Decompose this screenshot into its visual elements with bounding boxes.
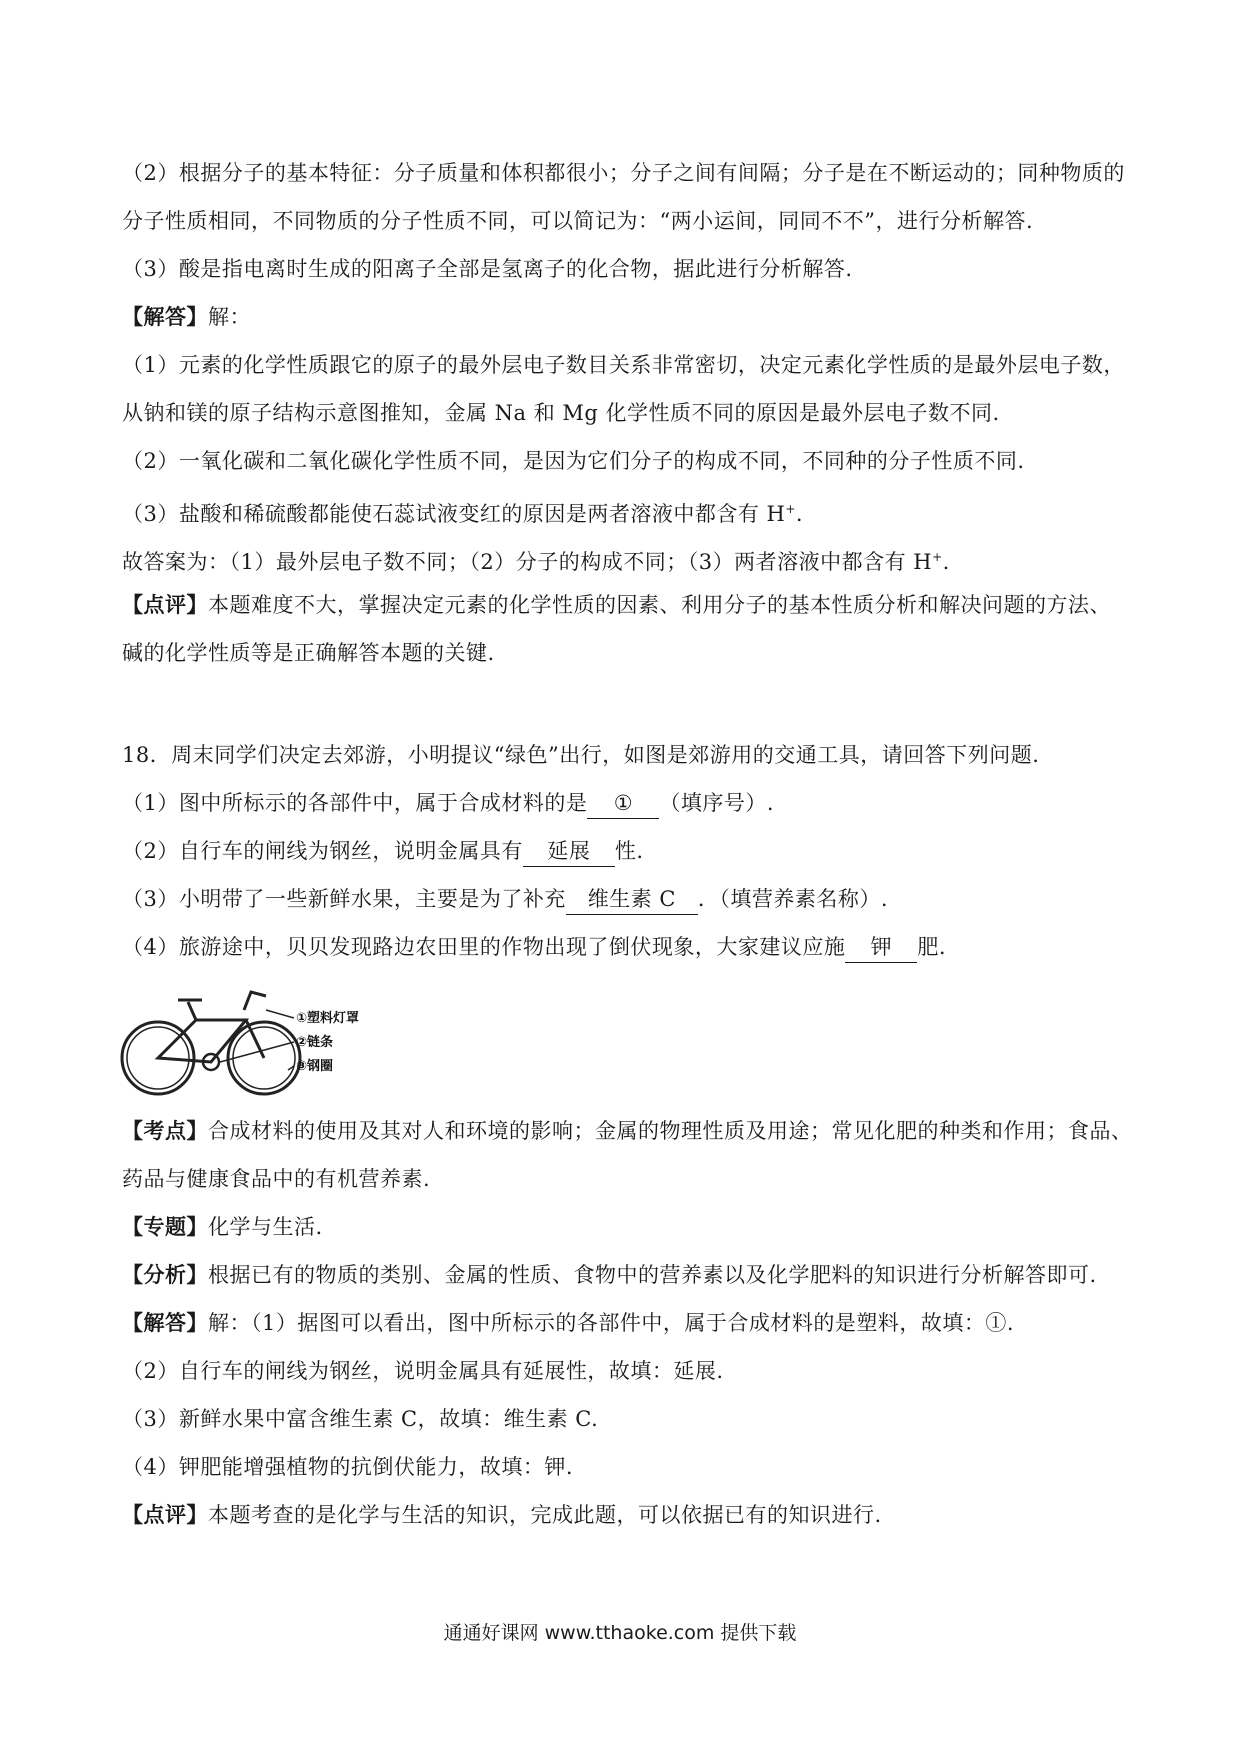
part-2-suffix: 性.: [614, 839, 644, 863]
jieda-line-4: （4）钾肥能增强植物的抗倒伏能力，故填：钾.: [122, 1455, 574, 1479]
zhuanti-text: 化学与生活.: [208, 1215, 323, 1239]
dianping-line: [122, 1500, 1132, 1530]
kaodian-line: [122, 1116, 1132, 1146]
part-4-suffix: 肥.: [917, 935, 947, 959]
comment-line: [122, 590, 1132, 620]
fenxi-tag: 【分析】: [122, 1262, 208, 1287]
final-answer-end: .: [942, 550, 950, 574]
part-3-suffix: ．（填营养素名称）.: [697, 887, 889, 911]
part-1-prefix: （1）图中所标示的各部件中，属于合成材料的是: [122, 791, 588, 815]
part-2-prefix: （2）自行车的闸线为钢丝，说明金属具有: [122, 839, 523, 863]
answer-line-3-end: .: [795, 502, 804, 526]
figure-label-1: ①塑料灯罩: [296, 1011, 360, 1026]
analysis-line-3: （3）酸是指电离时生成的阳离子全部是氢离子的化合物，据此进行分析解答.: [122, 257, 853, 281]
kaodian-line-b: 药品与健康食品中的有机营养素.: [122, 1167, 431, 1191]
answer-heading: [122, 302, 1132, 332]
answer-tag: 【解答】: [122, 304, 208, 329]
question-18-part-2: [122, 836, 1132, 867]
analysis-line-2b: 分子性质相同，不同物质的分子性质不同，可以简记为：“两小运间，同同不不”，进行分析解答.: [122, 209, 1034, 233]
dianping-tag: 【点评】: [122, 1502, 208, 1527]
question-18-stem: 18．周末同学们决定去郊游，小明提议“绿色”出行，如图是郊游用的交通工具，请回答下列问题.: [122, 743, 1040, 767]
answer-line-3: [122, 494, 1132, 529]
answer-line-2: （2）一氧化碳和二氧化碳化学性质不同，是因为它们分子的构成不同，不同种的分子性质不同.: [122, 449, 1025, 473]
jieda-line-1: [122, 1308, 1132, 1338]
jieda-line-3: （3）新鲜水果中富含维生素 C，故填：维生素 C.: [122, 1407, 599, 1431]
page-footer: 通通好课网 www.tthaoke.com 提供下载: [443, 1622, 797, 1644]
comment-tag: 【点评】: [122, 592, 208, 617]
analysis-line-2: （2）根据分子的基本特征：分子质量和体积都很小；分子之间有间隔；分子是在不断运动的；同种物质的: [122, 161, 1125, 185]
kaodian-text: 合成材料的使用及其对人和环境的影响；金属的物理性质及用途；常见化肥的种类和作用；食品、: [208, 1119, 1133, 1143]
zhuanti-tag: 【专题】: [122, 1214, 208, 1239]
part-1-answer: ①: [587, 788, 659, 819]
jieda-text-1: 解：（1）据图可以看出，图中所标示的各部件中，属于合成材料的是塑料，故填：①.: [208, 1311, 1015, 1335]
answer-line-1: （1）元素的化学性质跟它的原子的最外层电子数目关系非常密切，决定元素化学性质的是最外层电子数，: [122, 353, 1125, 377]
answer-heading-text: 解：: [208, 305, 251, 329]
answer-line-3-sup: +: [785, 502, 796, 516]
final-answer-sup: +: [932, 550, 943, 564]
comment-text: 本题难度不大，掌握决定元素的化学性质的因素、利用分子的基本性质分析和解决问题的方法、: [208, 593, 1111, 617]
part-2-answer: 延展: [523, 836, 615, 867]
part-3-answer: 维生素 C: [566, 884, 698, 915]
answer-line-3-text: （3）盐酸和稀硫酸都能使石蕊试液变红的原因是两者溶液中都含有 H: [122, 502, 786, 526]
seat: [178, 1000, 202, 1020]
zhuanti-line: [122, 1212, 1132, 1242]
jieda-tag: 【解答】: [122, 1310, 208, 1335]
final-answer-text: 故答案为：（1）最外层电子数不同；（2）分子的构成不同；（3）两者溶液中都含有 H: [122, 550, 933, 574]
question-18-part-1: [122, 788, 1132, 819]
kaodian-tag: 【考点】: [122, 1118, 208, 1143]
dianping-text: 本题考查的是化学与生活的知识，完成此题，可以依据已有的知识进行.: [208, 1503, 882, 1527]
bicycle-figure: [116, 980, 396, 1100]
question-18-part-4: [122, 932, 1132, 963]
comment-line-b: 碱的化学性质等是正确解答本题的关键.: [122, 641, 495, 665]
jieda-line-2: （2）自行车的闸线为钢丝，说明金属具有延展性，故填：延展.: [122, 1359, 724, 1383]
part-4-prefix: （4）旅游途中，贝贝发现路边农田里的作物出现了倒伏现象，大家建议应施: [122, 935, 846, 959]
fenxi-text: 根据已有的物质的类别、金属的性质、食物中的营养素以及化学肥料的知识进行分析解答即可.: [208, 1263, 1097, 1287]
handlebar: [244, 992, 266, 1058]
fenxi-line: [122, 1260, 1132, 1290]
part-3-prefix: （3）小明带了一些新鲜水果，主要是为了补充: [122, 887, 566, 911]
leader-line-1: [266, 1010, 294, 1018]
part-4-answer: 钾: [845, 932, 917, 963]
final-answer-line: [122, 542, 1132, 577]
figure-label-2: ②链条: [296, 1035, 334, 1050]
figure-label-3: ③钢圈: [296, 1059, 334, 1074]
answer-line-1b: 从钠和镁的原子结构示意图推知，金属 Na 和 Mg 化学性质不同的原因是最外层电子数不同.: [122, 401, 1000, 425]
question-18-part-3: [122, 884, 1132, 915]
part-1-suffix: （填序号）.: [659, 791, 775, 815]
